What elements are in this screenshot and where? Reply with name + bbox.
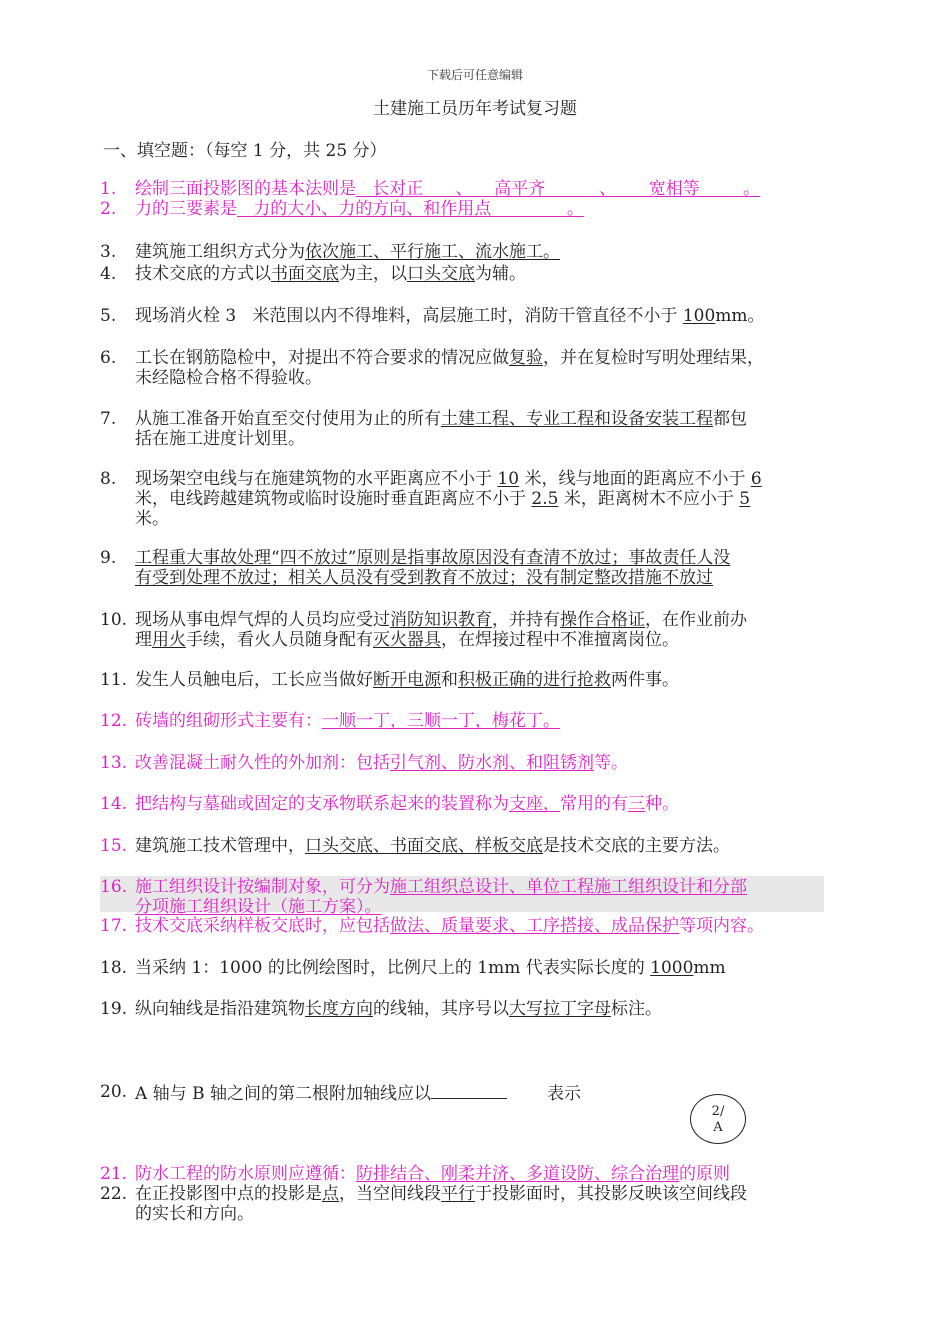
question-number: 1.	[100, 179, 117, 199]
question-number: 2.	[100, 199, 117, 219]
question-number: 15.	[100, 836, 128, 856]
question-text: 改善混凝土耐久性的外加剂：包括引气剂、防水剂、和阻锈剂等。	[135, 753, 628, 773]
axis-symbol-circle	[690, 1094, 746, 1144]
axis-symbol-top: 2/	[711, 1104, 725, 1119]
question-text: 建筑施工组织方式分为依次施工、平行施工、流水施工。	[135, 242, 560, 262]
axis-symbol-bottom: A	[713, 1120, 723, 1135]
section-heading: 一、填空题：（每空 1 分，共 25 分）	[103, 141, 387, 161]
question-text: 砖墙的组砌形式主要有：一顺一丁，三顺一丁，梅花丁。	[135, 711, 560, 731]
question-number: 20.	[100, 1082, 128, 1102]
question-number: 4.	[100, 264, 117, 284]
question-text: 把结构与墓础或固定的支承物联系起来的装置称为支座，常用的有三种。	[135, 794, 679, 814]
question-text: 现场从事电焊气焊的人员均应受过消防知识教育，并持有操作合格证，在作业前办 理用火手续，看火人员随身配有灭火器具，在焊接过程中不准擅离岗位。	[135, 610, 747, 650]
question-number: 10.	[100, 610, 128, 630]
question-number: 14.	[100, 794, 128, 814]
question-number: 7.	[100, 409, 117, 429]
question-number: 19.	[100, 999, 128, 1019]
question-number: 17.	[100, 916, 128, 936]
question-text: 发生人员触电后，工长应当做好断开电源和积极正确的进行抢救两件事。	[135, 670, 679, 690]
question-text: 技术交底采纳样板交底时，应包括做法、质量要求、工序搭接、成品保护等项内容。	[135, 916, 764, 936]
question-number: 9.	[100, 548, 117, 568]
question-number: 12.	[100, 711, 128, 731]
question-number: 8.	[100, 469, 117, 489]
question-number: 22.	[100, 1184, 128, 1204]
page-title: 土建施工员历年考试复习题	[373, 99, 577, 119]
question-text: 现场消火栓 3 米范围以内不得堆料，高层施工时，消防干管直径不小于 100mm。	[135, 306, 765, 326]
question-number: 21.	[100, 1164, 128, 1184]
question-text: 防水工程的防水原则应遵循：防排结合、刚柔并济、多道设防、综合治理的原则	[135, 1164, 730, 1184]
header-note: 下载后可任意编辑	[426, 68, 523, 82]
question-number: 5.	[100, 306, 117, 326]
question-text: 工长在钢筋隐检中，对提出不符合要求的情况应做复验，并在复检时写明处理结果， 未经隐检合格不得验收。	[135, 348, 764, 388]
question-number: 6.	[100, 348, 117, 368]
question-text: 绘制三面投影图的基本法则是 长对正 、 高平齐 、 宽相等 。	[135, 179, 760, 199]
question-text: 施工组织设计按编制对象，可分为施工组织总设计、单位工程施工组织设计和分部 分项施工组织设计（施工方案）。	[135, 877, 747, 917]
question-text: 在正投影图中点的投影是点，当空间线段平行于投影面时，其投影反映该空间线段 的实长和方向。	[135, 1184, 747, 1224]
question-text: 技术交底的方式以书面交底为主，以口头交底为辅。	[135, 264, 526, 284]
question-number: 13.	[100, 753, 128, 773]
question-text: 现场架空电线与在施建筑物的水平距离应不小于 10 米，线与地面的距离应不小于 6 米，电线跨越建筑物或临时设施时垂直距离应不小于 2.5 米，距离树木不应小于 5 米。	[135, 469, 762, 529]
answer-blank	[431, 1082, 507, 1099]
question-text: 从施工准备开始直至交付使用为止的所有土建工程、专业工程和设备安装工程都包 括在施工进度计划里。	[135, 409, 747, 449]
question-number: 11.	[100, 670, 128, 690]
question-number: 16.	[100, 877, 128, 897]
question-text: 建筑施工技术管理中，口头交底、书面交底、样板交底是技术交底的主要方法。	[135, 836, 730, 856]
question-text: 当采纳 1：1000 的比例绘图时，比例尺上的 1mm 代表实际长度的 1000mm	[135, 958, 726, 978]
question-text: 纵向轴线是指沿建筑物长度方向的线轴，其序号以大写拉丁字母标注。	[135, 999, 662, 1019]
question-number: 3.	[100, 242, 117, 262]
question-text: A 轴与 B 轴之间的第二根附加轴线应以 表示	[135, 1084, 581, 1104]
question-text: 力的三要素是 力的大小、力的方向、和作用点 。	[135, 199, 584, 219]
question-number: 18.	[100, 958, 128, 978]
question-text: 工程重大事故处理“四不放过”原则是指事故原因没有查清不放过；事故责任人没 有受到处理不放过；相关人员没有受到教育不放过；没有制定整改措施不放过	[135, 548, 731, 588]
